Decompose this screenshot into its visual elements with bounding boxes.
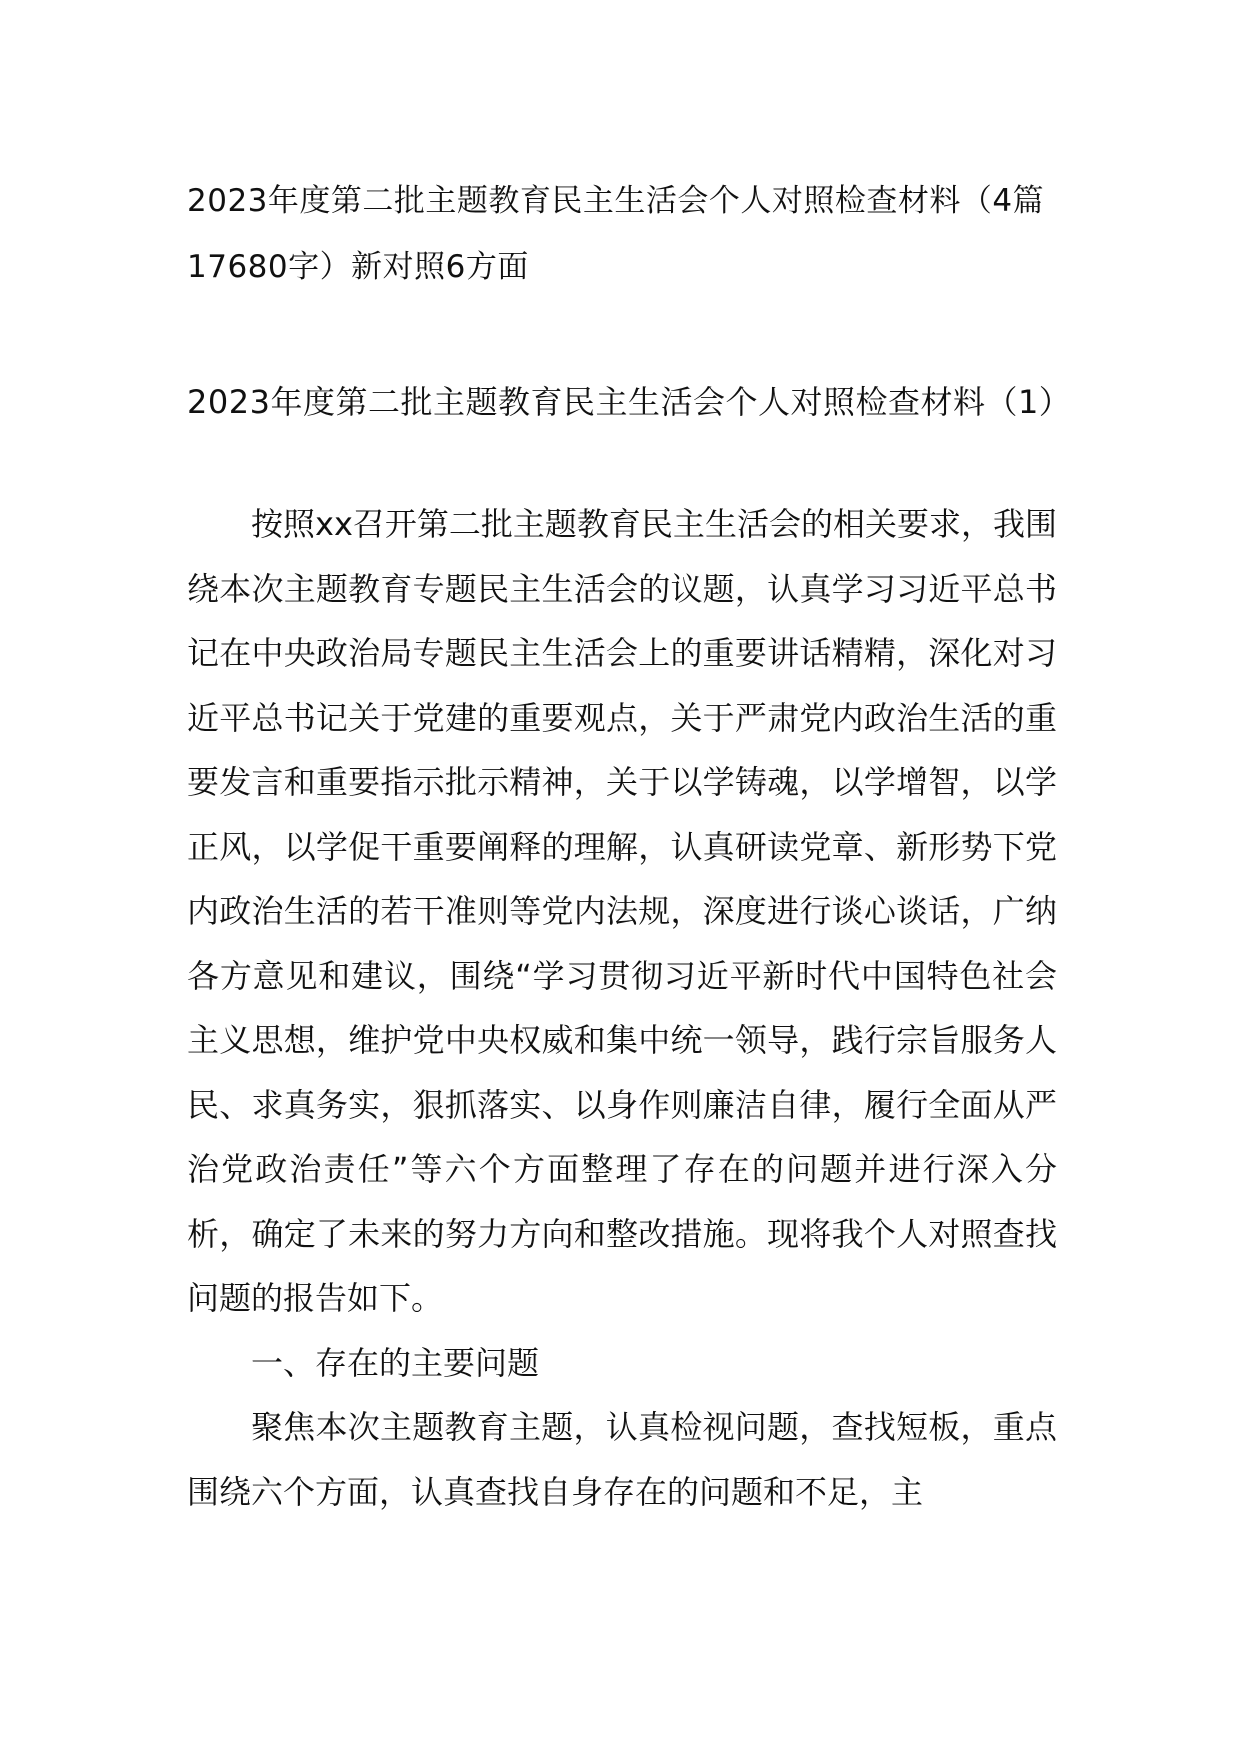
document-body: [187, 492, 1057, 1524]
document-title: 2023年度第二批主题教育民主生活会个人对照检查材料（4篇17680字）新对照6方面: [187, 183, 1045, 285]
section-title: 2023年度第二批主题教育民主生活会个人对照检查材料（1）: [187, 383, 1072, 421]
intro-paragraph: 按照xx召开第二批主题教育民主生活会的相关要求，我围绕本次主题教育专题民主生活会的议题，认真学习习近平总书记在中央政治局专题民主生活会上的重要讲话精精，深化对习近平总书记关于党建的重要观点，关于严肃党内政治生活的重要发言和重要指示批示精神，关于以学铸魂，以学增智，以学正风，以学促干重要阐释的理解，认真研读党章、新形势下党内政治生活的若干准则等党内法规，深度进行谈心谈话，广纳各方意见和建议，围绕“学习贯彻习近平新时代中国特色社会主义思想，维护党中央权威和集中统一领导，践行宗旨服务人民、求真务实，狠抓落实、以身作则廉洁自律，履行全面从严治党政治责任”等六个方面整理了存在的问题并进行深入分析，确定了未来的努力方向和整改措施。现将我个人对照查找问题的报告如下。: [187, 505, 1057, 1317]
heading-main-problems: 一、存在的主要问题: [251, 1343, 540, 1382]
problems-paragraph: 聚焦本次主题教育主题，认真检视问题，查找短板，重点围绕六个方面，认真查找自身存在的问题和不足，主: [187, 1408, 1057, 1511]
